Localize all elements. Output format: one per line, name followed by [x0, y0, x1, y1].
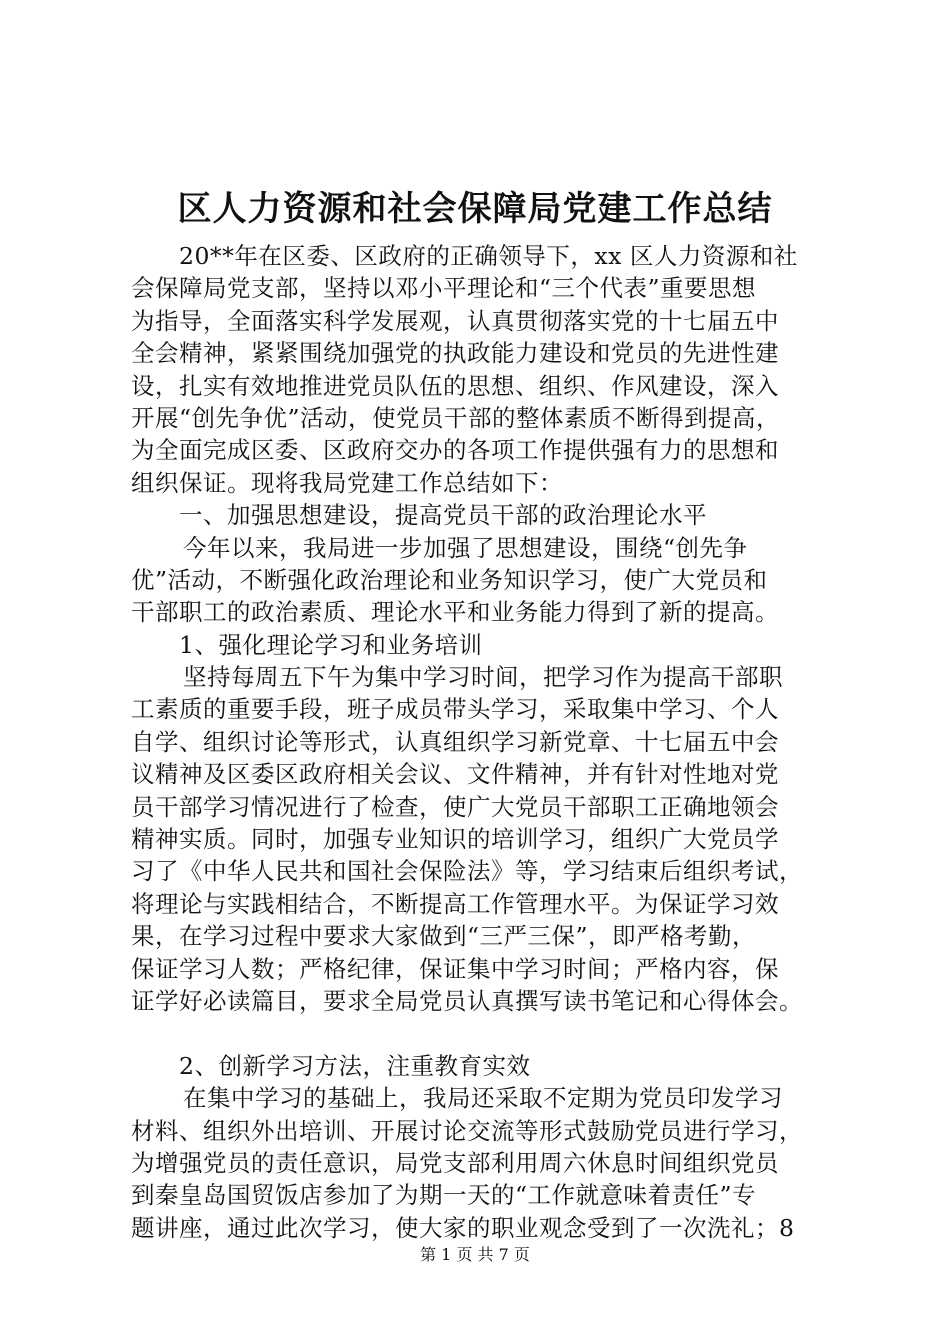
subsection-heading: 1、强化理论学习和业务培训 — [179, 630, 483, 659]
paragraph-line: 精神实质。同时，加强专业知识的培训学习，组织广大党员学 — [131, 825, 779, 854]
paragraph-line: 保证学习人数；严格纪律，保证集中学习时间；严格内容，保 — [131, 954, 779, 983]
paragraph-line: 开展“创先争优”活动，使党员干部的整体素质不断得到提高， — [131, 403, 781, 432]
paragraph-line: 坚持每周五下午为集中学习时间，把学习作为提高干部职 — [183, 663, 783, 692]
paragraph-line: 证学好必读篇目，要求全局党员认真撰写读书笔记和心得体会。 — [131, 986, 803, 1015]
paragraph-line: 今年以来，我局进一步加强了思想建设，围绕“创先争 — [183, 533, 748, 562]
paragraph-line: 组织保证。现将我局党建工作总结如下： — [131, 468, 563, 497]
paragraph-line: 议精神及区委区政府相关会议、文件精神，并有针对性地对党 — [131, 760, 779, 789]
section-heading: 一、加强思想建设，提高党员干部的政治理论水平 — [179, 501, 707, 530]
page-footer: 第 1 页 共 7 页 — [420, 1245, 530, 1264]
paragraph-line: 果，在学习过程中要求大家做到“三严三保”，即严格考勤， — [131, 922, 757, 951]
paragraph-line: 工素质的重要手段，班子成员带头学习，采取集中学习、个人 — [131, 695, 779, 724]
paragraph-line: 设，扎实有效地推进党员队伍的思想、组织、作风建设，深入 — [131, 371, 779, 400]
paragraph-line: 会保障局党支部，坚持以邓小平理论和“三个代表”重要思想 — [131, 274, 757, 303]
paragraph-line: 材料、组织外出培训、开展讨论交流等形式鼓励党员进行学习， — [131, 1116, 803, 1145]
document-title: 区人力资源和社会保障局党建工作总结 — [177, 189, 773, 229]
paragraph-line: 优”活动，不断强化政治理论和业务知识学习，使广大党员和 — [131, 565, 768, 594]
document-body — [131, 240, 851, 1244]
paragraph-line: 为增强党员的责任意识，局党支部利用周六休息时间组织党员 — [131, 1148, 779, 1177]
paragraph-line: 为全面完成区委、区政府交办的各项工作提供强有力的思想和 — [131, 436, 779, 465]
paragraph-line: 到秦皇岛国贸饭店参加了为期一天的“工作就意味着责任”专 — [131, 1181, 757, 1210]
paragraph-line: 自学、组织讨论等形式，认真组织学习新党章、十七届五中会 — [131, 727, 779, 756]
paragraph-line: 将理论与实践相结合，不断提高工作管理水平。为保证学习效 — [131, 889, 779, 918]
paragraph-line: 全会精神，紧紧围绕加强党的执政能力建设和党员的先进性建 — [131, 339, 779, 368]
paragraph-line: 题讲座，通过此次学习，使大家的职业观念受到了一次洗礼；8 — [131, 1213, 795, 1242]
paragraph-spacer — [131, 1017, 851, 1049]
paragraph-line: 干部职工的政治素质、理论水平和业务能力得到了新的提高。 — [131, 598, 779, 627]
paragraph-line: 在集中学习的基础上，我局还采取不定期为党员印发学习 — [183, 1084, 783, 1113]
paragraph-line: 为指导，全面落实科学发展观，认真贯彻落实党的十七届五中 — [131, 306, 779, 335]
subsection-heading: 2、创新学习方法，注重教育实效 — [179, 1051, 531, 1080]
paragraph-line: 员干部学习情况进行了检查，使广大党员干部职工正确地领会 — [131, 792, 779, 821]
paragraph-line: 习了《中华人民共和国社会保险法》等，学习结束后组织考试， — [131, 857, 803, 886]
paragraph-line: 20**年在区委、区政府的正确领导下，xx 区人力资源和社 — [179, 242, 798, 270]
